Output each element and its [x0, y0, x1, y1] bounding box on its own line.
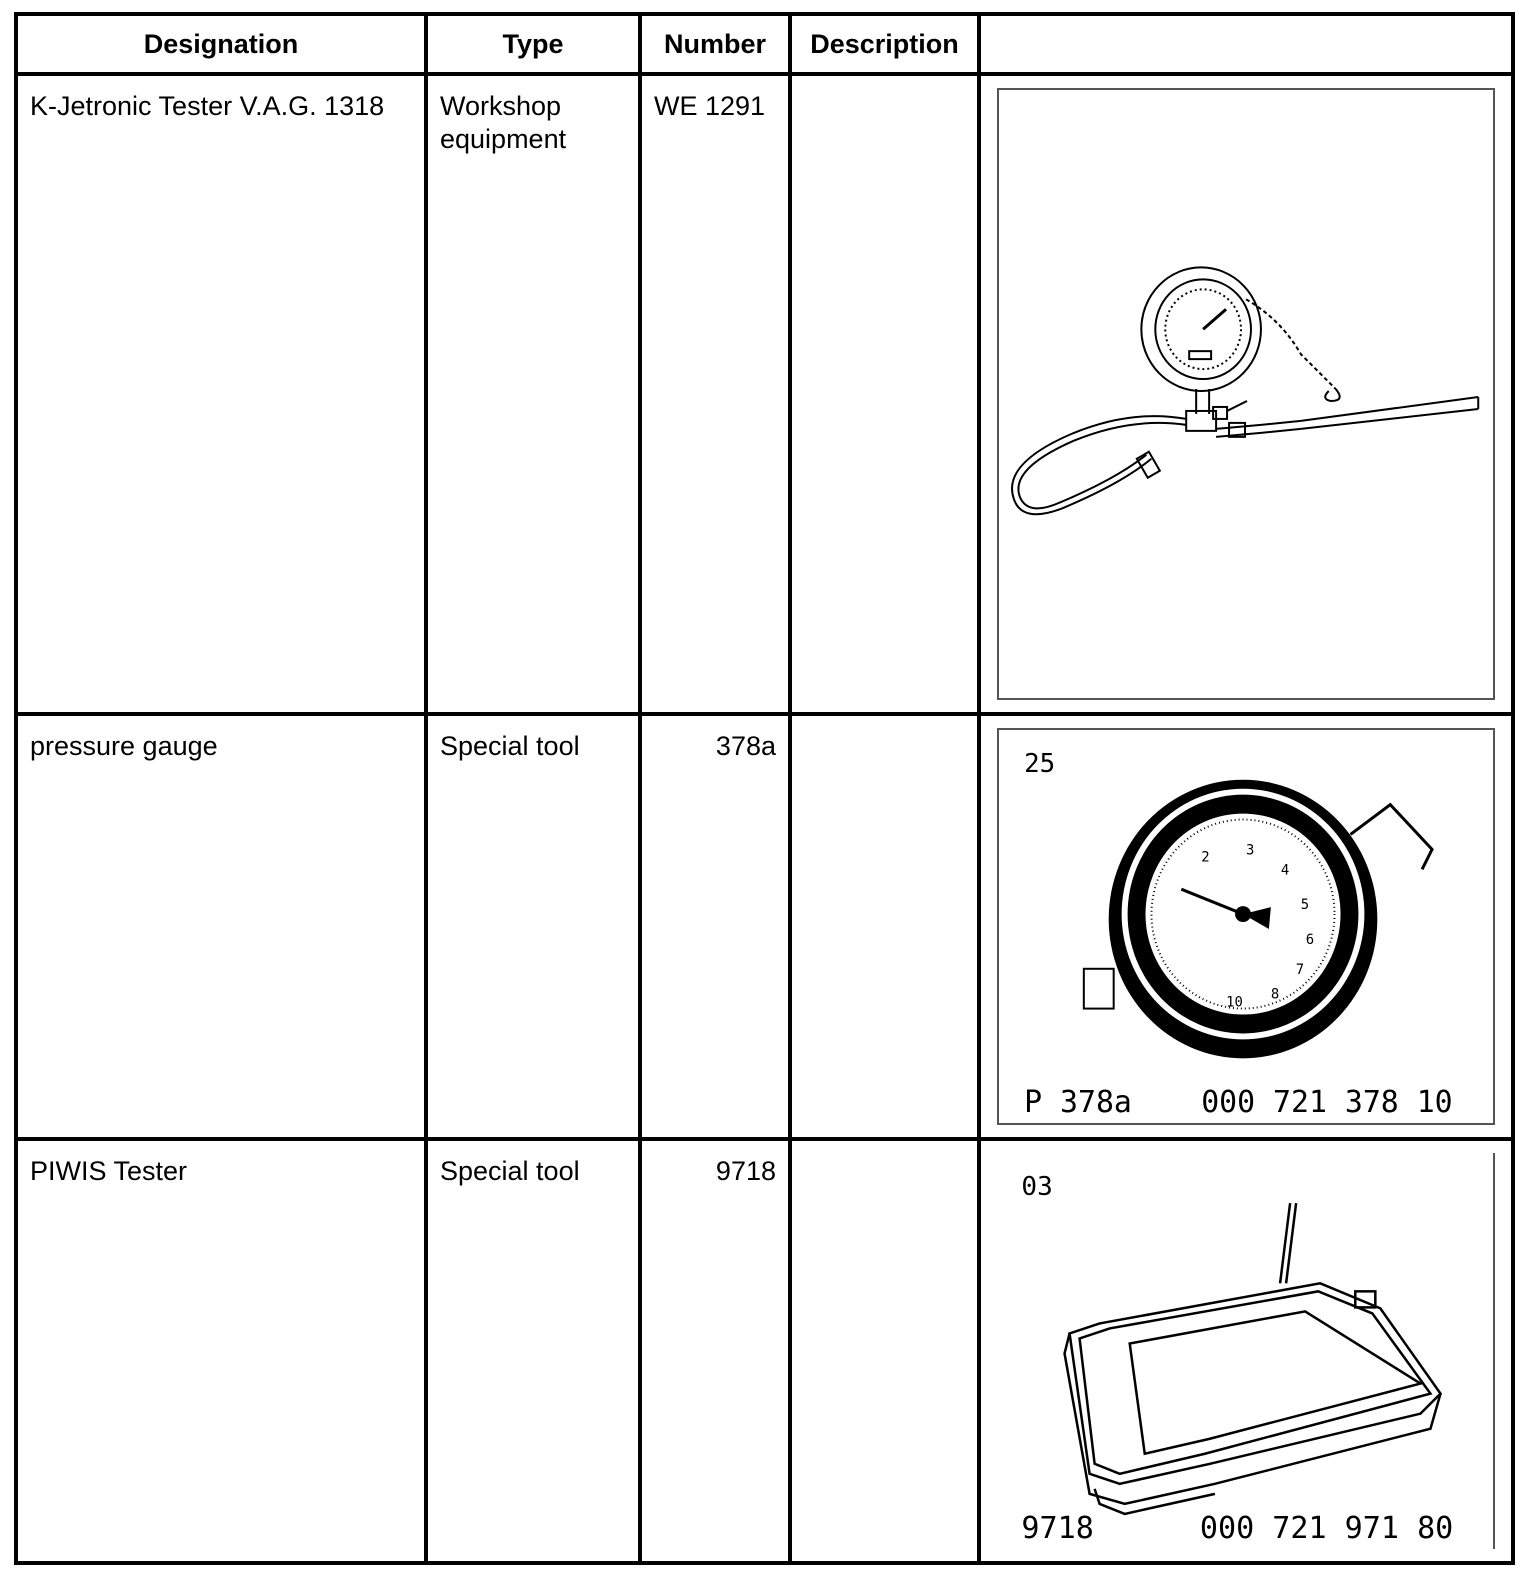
cell-description — [790, 1139, 979, 1563]
k-jetronic-tester-icon — [999, 90, 1493, 698]
svg-text:10: 10 — [1226, 994, 1243, 1011]
table-row — [16, 74, 1513, 714]
svg-text:4: 4 — [1280, 862, 1290, 879]
cell-type: Workshop equipment — [426, 74, 640, 714]
header-number: Number — [640, 14, 790, 74]
illustration-corner-label: 25 — [1024, 748, 1056, 779]
piwis-tester-illustration — [997, 1153, 1495, 1549]
cell-description — [790, 714, 979, 1139]
illustration-part-number: 000 721 971 80 — [1199, 1510, 1454, 1546]
illustration-part-number: 000 721 378 10 — [1201, 1085, 1453, 1121]
cell-number: 9718 — [640, 1139, 790, 1563]
cell-designation: PIWIS Tester — [16, 1139, 426, 1563]
svg-text:6: 6 — [1305, 931, 1315, 948]
svg-text:2: 2 — [1201, 849, 1210, 866]
special-tools-table — [14, 12, 1515, 1565]
cell-number: WE 1291 — [640, 74, 790, 714]
svg-text:8: 8 — [1270, 986, 1280, 1003]
pressure-gauge-illustration — [997, 728, 1495, 1125]
piwis-tester-icon — [1065, 1203, 1441, 1514]
cell-designation: K-Jetronic Tester V.A.G. 1318 — [16, 74, 426, 714]
cell-type: Special tool — [426, 714, 640, 1139]
cell-type: Special tool — [426, 1139, 640, 1563]
cell-image — [979, 714, 1513, 1139]
cell-image — [979, 1139, 1513, 1563]
table-row — [16, 714, 1513, 1139]
header-row — [16, 14, 1513, 74]
header-image — [979, 14, 1513, 74]
table-row — [16, 1139, 1513, 1563]
header-description: Description — [790, 14, 979, 74]
pressure-gauge-icon — [1084, 780, 1432, 1059]
cell-description — [790, 74, 979, 714]
svg-text:5: 5 — [1300, 897, 1310, 914]
illustration-corner-label: 03 — [1021, 1172, 1053, 1203]
illustration-part-label: P 378a — [1024, 1085, 1132, 1121]
illustration-part-label: 9718 — [1021, 1510, 1094, 1546]
cell-designation: pressure gauge — [16, 714, 426, 1139]
header-designation: Designation — [16, 14, 426, 74]
header-type: Type — [426, 14, 640, 74]
svg-text:3: 3 — [1246, 842, 1255, 859]
cell-image — [979, 74, 1513, 714]
svg-text:7: 7 — [1295, 961, 1305, 978]
k-jetronic-tester-illustration — [997, 88, 1495, 700]
cell-number: 378a — [640, 714, 790, 1139]
